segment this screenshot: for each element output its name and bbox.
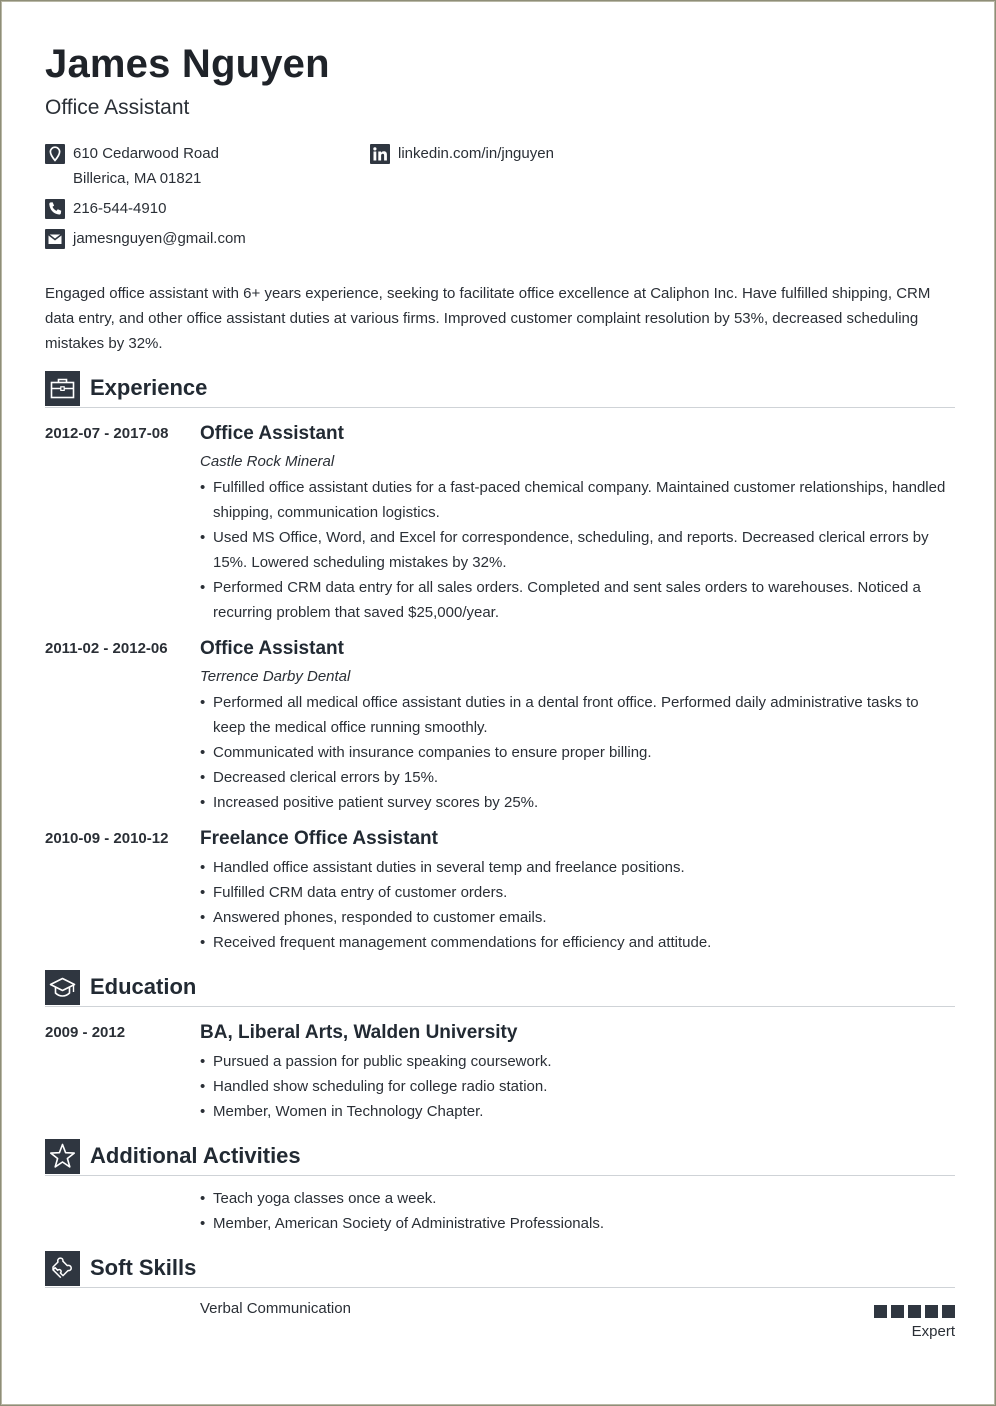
profile-summary: Engaged office assistant with 6+ years experience, seeking to facilitate office excellence at Caliphon Inc. Have fulfilled shipping, CRM data entry, and other office assistant duties at various firms. Improved customer complaint resolution by 53%, decreased scheduling mistakes by 32%. xyxy=(45,285,931,352)
education-bullet-list xyxy=(200,1049,955,1124)
job-bullet: • Increased positive patient survey scores by 25%. xyxy=(200,790,955,815)
email-address: jamesnguyen@gmail.com xyxy=(73,230,246,247)
skill-name: Verbal Communication xyxy=(200,1300,351,1317)
puzzle-icon xyxy=(45,1251,80,1286)
job-company: Castle Rock Mineral xyxy=(200,453,335,470)
skill-rating-square xyxy=(925,1305,938,1318)
job-title: Office Assistant xyxy=(200,423,344,444)
education-degree: BA, Liberal Arts, Walden University xyxy=(200,1022,518,1043)
education-bullet: • Member, Women in Technology Chapter. xyxy=(200,1099,955,1124)
skills-section-header xyxy=(45,1251,955,1288)
job-bullet: • Performed CRM data entry for all sales orders. Completed and sent sales orders to warehouses. Noticed a recurring problem that saved $25,000/year. xyxy=(200,575,955,625)
job-bullet: • Received frequent management commendations for efficiency and attitude. xyxy=(200,930,955,955)
phone-number: 216-544-4910 xyxy=(73,200,167,217)
job-bullet: • Used MS Office, Word, and Excel for correspondence, scheduling, and reports. Decreased clerical errors by 15%. Lowered scheduling mistakes by 32%. xyxy=(200,525,955,575)
job-dates: 2011-02 - 2012-06 xyxy=(45,640,168,657)
job-dates: 2012-07 - 2017-08 xyxy=(45,425,169,442)
job-bullet: • Decreased clerical errors by 15%. xyxy=(200,765,955,790)
education-bullet: • Pursued a passion for public speaking coursework. xyxy=(200,1049,955,1074)
job-title: Freelance Office Assistant xyxy=(200,828,438,849)
graduation-cap-icon xyxy=(45,970,80,1005)
phone-icon xyxy=(45,199,65,219)
candidate-name: James Nguyen xyxy=(45,42,330,86)
experience-section-title: Experience xyxy=(90,375,208,400)
job-bullet-list xyxy=(200,690,955,815)
contact-phone xyxy=(45,196,365,221)
skill-rating-square xyxy=(908,1305,921,1318)
experience-section-header xyxy=(45,371,955,408)
email-icon xyxy=(45,229,65,249)
job-bullet-list xyxy=(200,855,955,955)
education-bullet: • Handled show scheduling for college radio station. xyxy=(200,1074,955,1099)
job-bullet: • Fulfilled office assistant duties for a fast-paced chemical company. Maintained customer relationships, handled shipping, communication logistics. xyxy=(200,475,955,525)
location-pin-icon xyxy=(45,144,65,164)
briefcase-icon xyxy=(45,371,80,406)
contact-email xyxy=(45,226,365,251)
contact-address xyxy=(45,141,365,191)
education-section-header xyxy=(45,970,955,1007)
activity-bullet: • Teach yoga classes once a week. xyxy=(200,1186,955,1211)
skill-level: Expert xyxy=(911,1323,955,1340)
activities-section-title: Additional Activities xyxy=(90,1143,301,1168)
address-line-1: 610 Cedarwood Road xyxy=(73,145,219,162)
skills-section-title: Soft Skills xyxy=(90,1255,197,1280)
job-company: Terrence Darby Dental xyxy=(200,668,351,685)
star-icon xyxy=(45,1139,80,1174)
education-dates: 2009 - 2012 xyxy=(45,1024,126,1041)
activity-bullet: • Member, American Society of Administrative Professionals. xyxy=(200,1211,955,1236)
skill-rating xyxy=(874,1305,955,1318)
job-bullet-list xyxy=(200,475,955,625)
job-bullet: • Communicated with insurance companies to ensure proper billing. xyxy=(200,740,955,765)
activities-section-header xyxy=(45,1139,955,1176)
job-bullet: • Fulfilled CRM data entry of customer orders. xyxy=(200,880,955,905)
job-title: Office Assistant xyxy=(200,638,344,659)
candidate-headline: Office Assistant xyxy=(45,96,190,119)
activities-bullet-list xyxy=(200,1186,955,1236)
skill-rating-square xyxy=(942,1305,955,1318)
education-section-title: Education xyxy=(90,974,197,999)
linkedin-url: linkedin.com/in/jnguyen xyxy=(398,145,554,162)
job-bullet: • Handled office assistant duties in several temp and freelance positions. xyxy=(200,855,955,880)
contact-linkedin xyxy=(370,141,670,166)
job-bullet: • Answered phones, responded to customer emails. xyxy=(200,905,955,930)
address-line-2: Billerica, MA 01821 xyxy=(73,170,202,187)
job-dates: 2010-09 - 2010-12 xyxy=(45,830,169,847)
skill-rating-square xyxy=(891,1305,904,1318)
linkedin-icon xyxy=(370,144,390,164)
job-bullet: • Performed all medical office assistant duties in a dental front office. Performed daily administrative tasks to keep the medical office running smoothly. xyxy=(200,690,955,740)
skill-rating-square xyxy=(874,1305,887,1318)
